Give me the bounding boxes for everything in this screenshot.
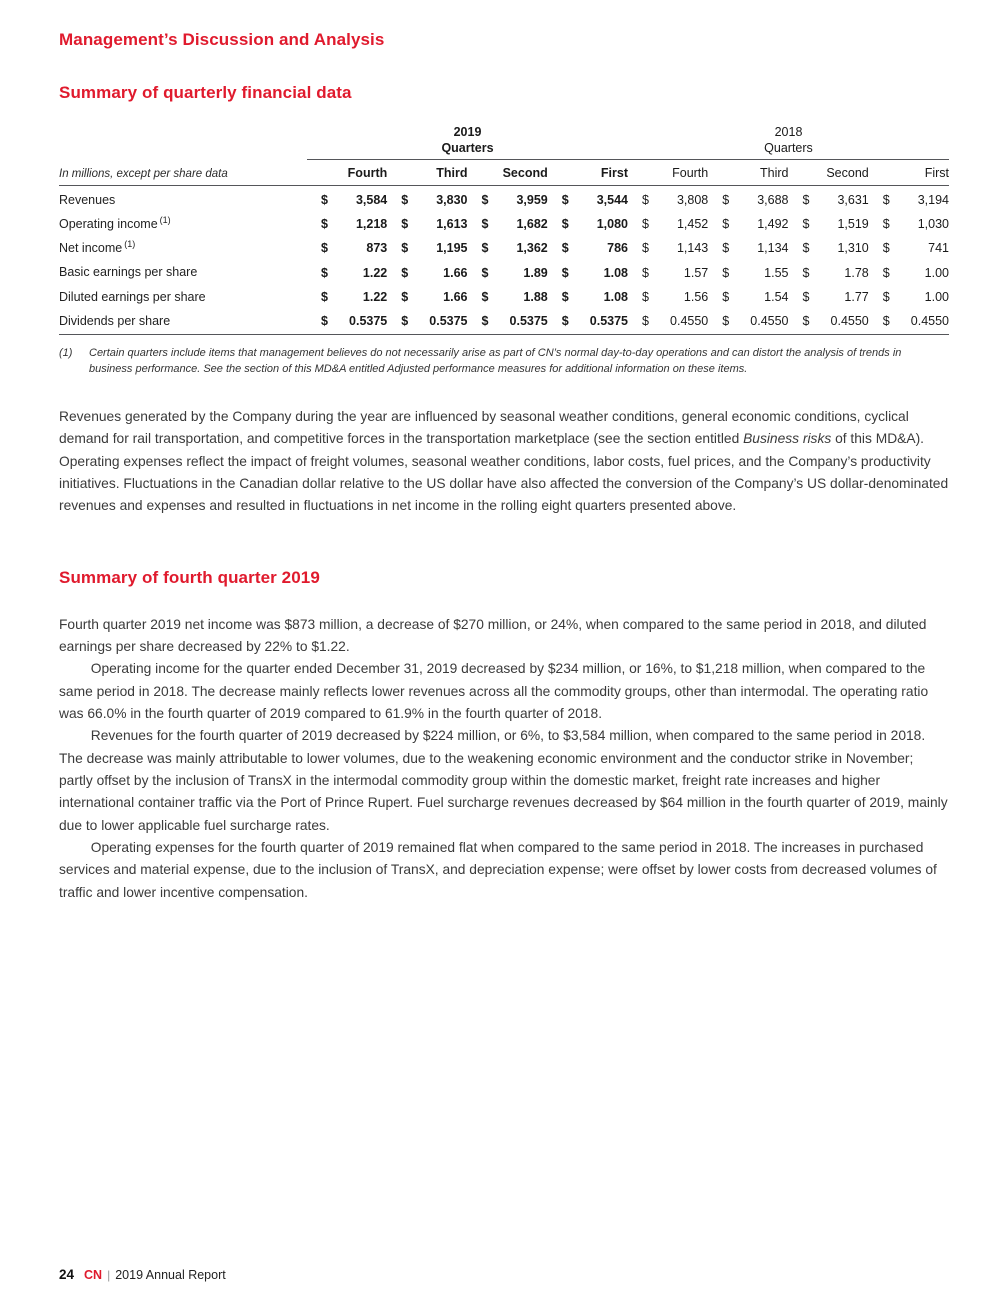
row-label: Basic earnings per share <box>59 265 198 280</box>
dollar-sign: $ <box>561 193 569 208</box>
table-row-net-income <box>59 234 949 258</box>
column-header: Second <box>789 160 869 186</box>
dollar-sign: $ <box>642 193 649 208</box>
table-cell <box>708 307 788 335</box>
column-header: Fourth <box>628 160 708 186</box>
cell-value: 1,143 <box>676 241 709 256</box>
table-cell <box>869 258 949 282</box>
table-cell <box>548 307 628 335</box>
dollar-sign: $ <box>802 241 810 256</box>
cell-value: 1.66 <box>443 265 468 280</box>
dollar-sign: $ <box>481 193 489 208</box>
business-risks-italic: Business risks <box>743 431 832 447</box>
dollar-sign: $ <box>321 313 328 328</box>
column-header: Third <box>387 160 467 186</box>
table-cell <box>468 307 548 335</box>
cell-value: 1.55 <box>764 265 789 280</box>
empty-cell <box>59 125 307 141</box>
column-header-row <box>59 160 949 186</box>
table-row-revenues <box>59 186 949 211</box>
table-cell <box>548 210 628 234</box>
table-row-dividends <box>59 307 949 335</box>
dollar-sign: $ <box>481 265 489 280</box>
dollar-sign: $ <box>642 289 649 304</box>
column-header: First <box>548 160 628 186</box>
dollar-sign: $ <box>561 265 569 280</box>
paragraph-text: of this MD&A). Operating expenses reflect the impact of freight volumes, seasonal weather conditions, labor costs, fuel prices, and the Company’s productivity initiatives. Fluctuations in the Canadian dollar relative to the US dollar have also affected the conversion of the Company’s US dollar-denominated revenues and expenses and resulted in fluctuations in net income in the rolling eight quarters presented above. <box>59 431 949 514</box>
cell-value: 0.5375 <box>429 313 468 328</box>
dollar-sign: $ <box>401 313 409 328</box>
row-label: Operating income <box>59 217 158 232</box>
footnote-ref: (1) <box>159 215 171 226</box>
table-cell <box>708 258 788 282</box>
dollar-sign: $ <box>882 265 890 280</box>
table-cell <box>789 283 869 307</box>
table-cell <box>307 258 387 282</box>
table-cell <box>708 283 788 307</box>
section-title-quarterly-data: Summary of quarterly financial data <box>59 83 352 102</box>
dollar-sign: $ <box>321 289 328 304</box>
dollar-sign: $ <box>722 289 730 304</box>
cell-value: 1,492 <box>757 217 789 232</box>
dollar-sign: $ <box>321 265 328 280</box>
column-header: First <box>869 160 949 186</box>
table-cell <box>307 186 387 211</box>
cell-value: 3,631 <box>837 193 869 208</box>
table-row-basic-eps <box>59 258 949 282</box>
dollar-sign: $ <box>802 289 810 304</box>
section-title-fourth-quarter: Summary of fourth quarter 2019 <box>59 567 320 587</box>
dollar-sign: $ <box>642 313 649 328</box>
footer-separator: | <box>107 1268 111 1282</box>
paragraph: Fourth quarter 2019 net income was $873 million, a decrease of $270 million, or 24%, when compared to the same period in 2018, and diluted earnings per share decreased by 22% to $1.22. <box>59 616 927 654</box>
table-cell <box>628 258 708 282</box>
paragraph-text: Revenues generated by the Company during the year are influenced by seasonal weather conditions, general economic conditions, cyclical demand for rail transportation, and competitive forces in the transportation marketplace (see the section entitled <box>59 408 909 447</box>
fourth-quarter-text <box>59 614 949 904</box>
cell-value: 1,452 <box>676 217 709 232</box>
cell-value: 1,195 <box>436 241 468 256</box>
dollar-sign: $ <box>882 289 890 304</box>
table-footnote <box>59 346 949 378</box>
cell-value: 1,519 <box>837 217 869 232</box>
cell-value: 1.56 <box>683 289 709 304</box>
cell-value: 1.89 <box>523 265 548 280</box>
row-label: Diluted earnings per share <box>59 289 206 304</box>
table-cell <box>628 307 708 335</box>
cell-value: 0.4550 <box>750 313 789 328</box>
cell-value: 1.88 <box>523 289 548 304</box>
dollar-sign: $ <box>481 289 489 304</box>
report-title: 2019 Annual Report <box>115 1268 226 1282</box>
table-cell <box>628 234 708 258</box>
cn-logo-text: CN <box>84 1268 103 1282</box>
table-cell <box>789 186 869 211</box>
table-cell <box>708 210 788 234</box>
column-header: Fourth <box>307 160 387 186</box>
table-cell <box>307 307 387 335</box>
dollar-sign: $ <box>642 241 649 256</box>
year-header-row <box>59 125 949 141</box>
cell-value: 3,830 <box>436 193 468 208</box>
dollar-sign: $ <box>561 217 569 232</box>
table-cell <box>307 283 387 307</box>
page-footer <box>59 1267 226 1282</box>
table-cell <box>387 234 467 258</box>
cell-value: 3,194 <box>917 193 949 208</box>
dollar-sign: $ <box>401 193 409 208</box>
column-header: Second <box>468 160 548 186</box>
table-cell <box>708 186 788 211</box>
table-cell <box>387 283 467 307</box>
dollar-sign: $ <box>321 193 328 208</box>
cell-value: 1,134 <box>757 241 789 256</box>
dollar-sign: $ <box>401 217 409 232</box>
table-cell <box>789 307 869 335</box>
dollar-sign: $ <box>481 241 489 256</box>
cell-value: 0.5375 <box>349 313 388 328</box>
cell-value: 1.08 <box>603 265 628 280</box>
dollar-sign: $ <box>561 313 569 328</box>
table-cell <box>468 210 548 234</box>
cell-value: 1,362 <box>516 241 548 256</box>
cell-value: 1,682 <box>516 217 548 232</box>
cell-value: 3,808 <box>676 193 709 208</box>
cell-value: 0.4550 <box>910 313 949 328</box>
table-cell <box>789 258 869 282</box>
cell-value: 873 <box>366 241 388 256</box>
table-cell <box>548 283 628 307</box>
dollar-sign: $ <box>882 241 890 256</box>
cell-value: 3,959 <box>516 193 548 208</box>
dollar-sign: $ <box>722 193 730 208</box>
cell-value: 3,544 <box>596 193 628 208</box>
cell-value: 1,080 <box>596 217 628 232</box>
cell-value: 3,584 <box>355 193 388 208</box>
table-cell <box>869 234 949 258</box>
cell-value: 1,613 <box>436 217 468 232</box>
table-cell <box>789 234 869 258</box>
table-cell <box>628 210 708 234</box>
cell-value: 0.4550 <box>830 313 869 328</box>
page-number: 24 <box>59 1267 75 1282</box>
table-cell <box>869 307 949 335</box>
dollar-sign: $ <box>321 217 328 232</box>
table-cell <box>628 283 708 307</box>
row-label-cell <box>59 283 307 307</box>
dollar-sign: $ <box>321 241 328 256</box>
table-cell <box>708 234 788 258</box>
dollar-sign: $ <box>802 313 810 328</box>
dollar-sign: $ <box>882 193 890 208</box>
cell-value: 786 <box>607 241 628 256</box>
row-label-cell <box>59 210 307 234</box>
table-cell <box>468 186 548 211</box>
dollar-sign: $ <box>882 217 890 232</box>
cell-value: 0.4550 <box>670 313 709 328</box>
row-label: Dividends per share <box>59 313 171 328</box>
dollar-sign: $ <box>722 217 730 232</box>
table-units-note: In millions, except per share data <box>59 160 307 186</box>
table-cell <box>387 258 467 282</box>
paragraph: Operating income for the quarter ended December 31, 2019 decreased by $234 million, or 16%, to $1,218 million, when compared to the same period in 2018. The decrease mainly reflects lower revenues across all the commodity groups, other than intermodal. The operating ratio was 66.0% in the fourth quarter of 2019 compared to 61.9% in the fourth quarter of 2018. <box>59 661 929 721</box>
dollar-sign: $ <box>722 265 730 280</box>
footnote-text: Certain quarters include items that management believes do not necessarily arise as part of CN’s normal day-to-day operations and can distort the analysis of trends in business performance. See the section of this MD&A entitled Adjusted performance measures for additional information on these items. <box>89 346 902 375</box>
cell-value: 1.77 <box>844 289 869 304</box>
dollar-sign: $ <box>561 289 569 304</box>
dollar-sign: $ <box>802 193 810 208</box>
row-label-cell <box>59 258 307 282</box>
cell-value: 741 <box>928 241 949 256</box>
table-cell <box>307 210 387 234</box>
row-label-cell <box>59 307 307 335</box>
cell-value: 3,688 <box>757 193 789 208</box>
cell-value: 1,310 <box>837 241 869 256</box>
row-label: Net income <box>59 241 123 256</box>
quarterly-financial-table <box>59 125 949 335</box>
table-row-operating-income <box>59 210 949 234</box>
cell-value: 1,218 <box>355 217 388 232</box>
page-title: Management’s Discussion and Analysis <box>59 30 385 49</box>
row-label-cell <box>59 234 307 258</box>
cell-value: 1.22 <box>362 289 388 304</box>
paragraph: Revenues for the fourth quarter of 2019 decreased by $224 million, or 6%, to $3,584 million, when compared to the same period in 2018. The decrease was mainly attributable to lower volumes, due to the weakening economic environment and the conductor strike in November; partly offset by the inclusion of TransX in the intermodal commodity group within the domestic market, freight rate increases and higher international container traffic via the Port of Prince Rupert. Fuel surcharge revenues decreased by $64 million in the fourth quarter of 2019, mainly due to lower applicable fuel surcharge rates. <box>59 728 948 833</box>
dollar-sign: $ <box>401 241 409 256</box>
cell-value: 1.08 <box>603 289 628 304</box>
table-row-diluted-eps <box>59 283 949 307</box>
paragraph: Operating expenses for the fourth quarter of 2019 remained flat when compared to the same period in 2018. The increases in purchased services and material expense, due to the inclusion of TransX, and depreciation expense; were offset by lower costs from decreased volumes of traffic and lower incentive compensation. <box>59 839 937 900</box>
cell-value: 1.00 <box>924 265 949 280</box>
column-header: Third <box>708 160 788 186</box>
dollar-sign: $ <box>561 241 569 256</box>
cell-value: 1.00 <box>924 289 949 304</box>
cell-value: 0.5375 <box>589 313 628 328</box>
table-cell <box>869 186 949 211</box>
dollar-sign: $ <box>882 313 890 328</box>
row-label: Revenues <box>59 193 116 208</box>
cell-value: 1,030 <box>917 217 949 232</box>
cell-value: 1.54 <box>764 289 789 304</box>
intro-paragraph <box>59 406 949 518</box>
table-cell <box>548 234 628 258</box>
year-header-2018: 2018 <box>774 125 803 139</box>
table-cell <box>869 210 949 234</box>
dollar-sign: $ <box>481 313 489 328</box>
dollar-sign: $ <box>722 313 730 328</box>
table-cell <box>387 210 467 234</box>
dollar-sign: $ <box>401 289 409 304</box>
table-cell <box>628 186 708 211</box>
table-cell <box>548 186 628 211</box>
table-cell <box>468 234 548 258</box>
quarters-label-2018: Quarters <box>628 141 949 160</box>
table-cell <box>387 186 467 211</box>
table-cell <box>468 283 548 307</box>
empty-cell <box>59 141 307 160</box>
cell-value: 1.57 <box>683 265 709 280</box>
cell-value: 1.78 <box>844 265 869 280</box>
quarters-label-2019: Quarters <box>307 141 628 160</box>
dollar-sign: $ <box>642 265 649 280</box>
table-cell <box>387 307 467 335</box>
cell-value: 1.22 <box>362 265 388 280</box>
table-cell <box>869 283 949 307</box>
year-header-2019: 2019 <box>453 125 482 139</box>
dollar-sign: $ <box>722 241 730 256</box>
dollar-sign: $ <box>481 217 489 232</box>
row-label-cell <box>59 186 307 211</box>
cell-value: 1.66 <box>443 289 468 304</box>
table-cell <box>789 210 869 234</box>
quarters-header-row <box>59 141 949 160</box>
dollar-sign: $ <box>802 217 810 232</box>
footnote-marker: (1) <box>59 346 73 359</box>
table-cell <box>548 258 628 282</box>
table-cell <box>307 234 387 258</box>
cell-value: 0.5375 <box>509 313 548 328</box>
dollar-sign: $ <box>802 265 810 280</box>
dollar-sign: $ <box>642 217 649 232</box>
footnote-ref: (1) <box>124 239 136 250</box>
table-cell <box>468 258 548 282</box>
dollar-sign: $ <box>401 265 409 280</box>
